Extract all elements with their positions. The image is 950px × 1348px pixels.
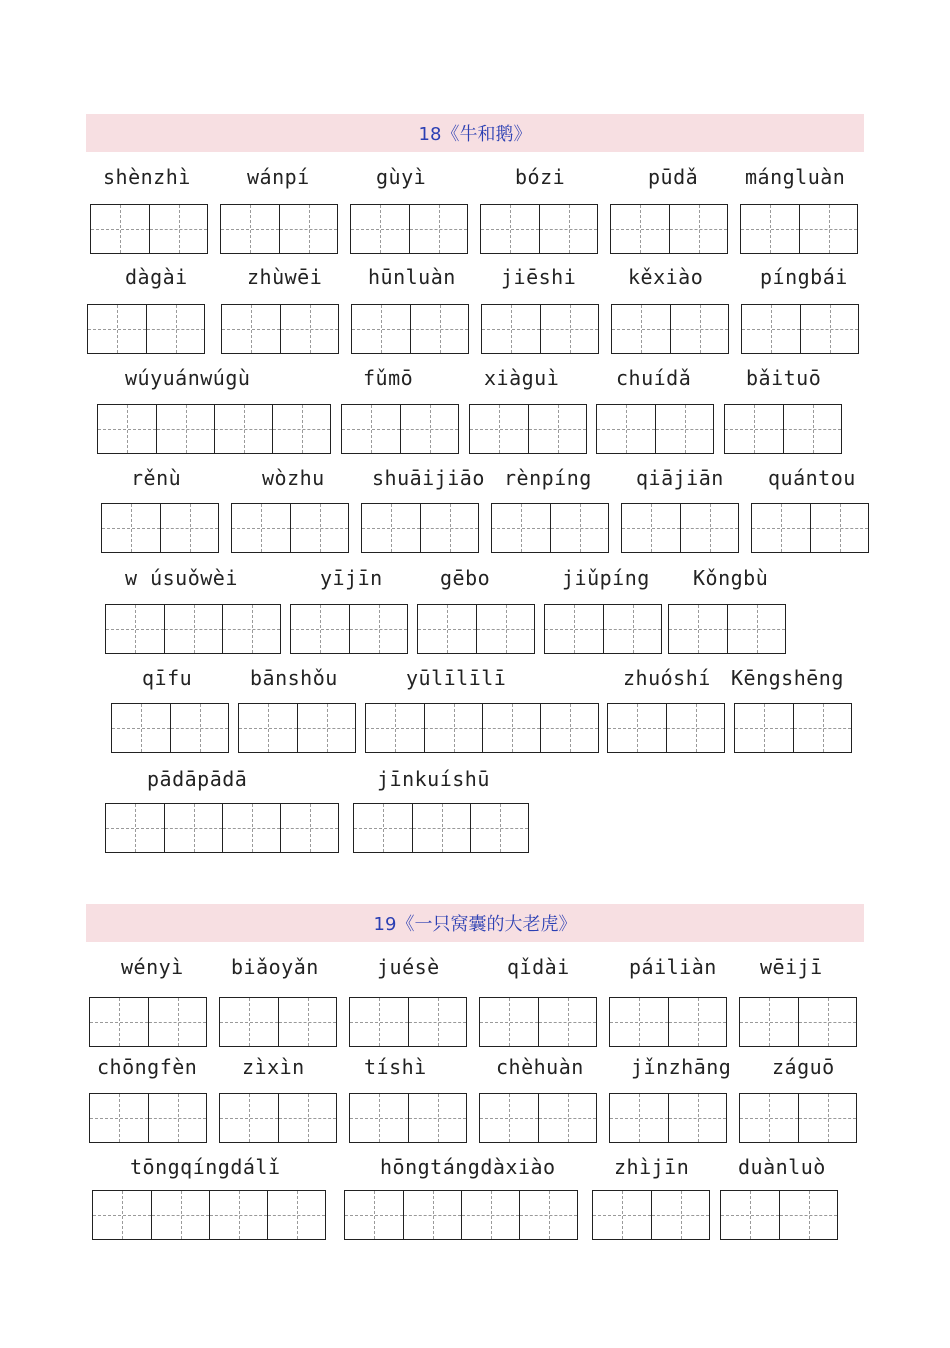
character-writing-boxes[interactable]	[544, 604, 662, 654]
tian-zi-ge-cell[interactable]	[668, 1094, 726, 1142]
tian-zi-ge-cell[interactable]	[752, 504, 810, 552]
character-writing-boxes[interactable]	[105, 803, 339, 853]
tian-zi-ge-cell[interactable]	[593, 1191, 651, 1239]
tian-zi-ge-cell[interactable]	[783, 405, 841, 453]
tian-zi-ge-cell[interactable]	[680, 504, 738, 552]
tian-zi-ge-cell[interactable]	[651, 1191, 709, 1239]
tian-zi-ge-cell[interactable]	[798, 1094, 856, 1142]
tian-zi-ge-cell[interactable]	[291, 605, 349, 653]
tian-zi-ge-cell[interactable]	[481, 205, 539, 253]
tian-zi-ge-cell[interactable]	[476, 605, 534, 653]
pinyin-prompt: jiǔpíng	[562, 566, 650, 590]
pinyin-prompt: rěnù	[131, 466, 182, 490]
pinyin-prompt: wēijī	[760, 955, 823, 979]
pinyin-prompt: quántou	[768, 466, 856, 490]
tian-zi-ge-cell[interactable]	[106, 804, 164, 852]
tian-zi-ge-cell[interactable]	[280, 804, 338, 852]
tian-zi-ge-cell[interactable]	[160, 504, 218, 552]
character-writing-boxes[interactable]	[90, 204, 208, 254]
tian-zi-ge-cell[interactable]	[93, 1191, 151, 1239]
pinyin-prompt: wòzhu	[262, 466, 325, 490]
tian-zi-ge-cell[interactable]	[164, 605, 222, 653]
tian-zi-ge-cell[interactable]	[297, 704, 355, 752]
tian-zi-ge-cell[interactable]	[342, 405, 400, 453]
character-writing-boxes[interactable]	[350, 204, 468, 254]
tian-zi-ge-cell[interactable]	[655, 405, 713, 453]
tian-zi-ge-cell[interactable]	[267, 1191, 325, 1239]
character-writing-boxes[interactable]	[610, 204, 728, 254]
tian-zi-ge-cell[interactable]	[98, 405, 156, 453]
tian-zi-ge-cell[interactable]	[810, 504, 868, 552]
tian-zi-ge-cell[interactable]	[403, 1191, 461, 1239]
tian-zi-ge-cell[interactable]	[538, 1094, 596, 1142]
pinyin-prompt: yūlīlīlī	[406, 666, 507, 690]
tian-zi-ge-cell[interactable]	[222, 305, 280, 353]
pinyin-prompt: píngbái	[760, 265, 848, 289]
tian-zi-ge-cell[interactable]	[597, 405, 655, 453]
pinyin-prompt: wúyuánwúgù	[125, 366, 251, 390]
tian-zi-ge-cell[interactable]	[670, 305, 728, 353]
tian-zi-ge-cell[interactable]	[112, 704, 170, 752]
pinyin-prompt: wényì	[121, 955, 184, 979]
tian-zi-ge-cell[interactable]	[278, 1094, 336, 1142]
tian-zi-ge-cell[interactable]	[209, 1191, 267, 1239]
tian-zi-ge-cell[interactable]	[741, 205, 799, 253]
character-writing-boxes[interactable]	[609, 1093, 727, 1143]
character-writing-boxes[interactable]	[592, 1190, 710, 1240]
tian-zi-ge-cell[interactable]	[608, 704, 666, 752]
tian-zi-ge-cell[interactable]	[668, 998, 726, 1046]
tian-zi-ge-cell[interactable]	[727, 605, 785, 653]
tian-zi-ge-cell[interactable]	[351, 205, 409, 253]
tian-zi-ge-cell[interactable]	[461, 1191, 519, 1239]
tian-zi-ge-cell[interactable]	[156, 405, 214, 453]
tian-zi-ge-cell[interactable]	[151, 1191, 209, 1239]
character-writing-boxes[interactable]	[491, 503, 609, 553]
tian-zi-ge-cell[interactable]	[345, 1191, 403, 1239]
pinyin-prompt: bózi	[515, 165, 566, 189]
tian-zi-ge-cell[interactable]	[366, 704, 424, 752]
tian-zi-ge-cell[interactable]	[528, 405, 586, 453]
tian-zi-ge-cell[interactable]	[721, 1191, 779, 1239]
tian-zi-ge-cell[interactable]	[91, 205, 149, 253]
pinyin-prompt: kěxiào	[628, 265, 704, 289]
tian-zi-ge-cell[interactable]	[90, 1094, 148, 1142]
tian-zi-ge-cell[interactable]	[735, 704, 793, 752]
tian-zi-ge-cell[interactable]	[669, 205, 727, 253]
character-writing-boxes[interactable]	[611, 304, 729, 354]
character-writing-boxes[interactable]	[739, 997, 857, 1047]
tian-zi-ge-cell[interactable]	[603, 605, 661, 653]
character-writing-boxes[interactable]	[740, 204, 858, 254]
tian-zi-ge-cell[interactable]	[798, 998, 856, 1046]
character-writing-boxes[interactable]	[97, 404, 331, 454]
pinyin-prompt: gùyì	[376, 165, 427, 189]
tian-zi-ge-cell[interactable]	[410, 305, 468, 353]
tian-zi-ge-cell[interactable]	[290, 504, 348, 552]
pinyin-prompt: wánpí	[247, 165, 310, 189]
tian-zi-ge-cell[interactable]	[799, 205, 857, 253]
pinyin-prompt: páiliàn	[629, 955, 717, 979]
tian-zi-ge-cell[interactable]	[740, 1094, 798, 1142]
tian-zi-ge-cell[interactable]	[610, 1094, 668, 1142]
tian-zi-ge-cell[interactable]	[740, 998, 798, 1046]
tian-zi-ge-cell[interactable]	[482, 704, 540, 752]
character-writing-boxes[interactable]	[231, 503, 349, 553]
character-writing-boxes[interactable]	[92, 1190, 326, 1240]
tian-zi-ge-cell[interactable]	[349, 605, 407, 653]
tian-zi-ge-cell[interactable]	[222, 804, 280, 852]
tian-zi-ge-cell[interactable]	[272, 405, 330, 453]
pinyin-prompt: fǔmō	[363, 366, 414, 390]
pinyin-prompt: hōngtángdàxiào	[380, 1155, 556, 1179]
pinyin-prompt: qǐdài	[507, 955, 570, 979]
tian-zi-ge-cell[interactable]	[669, 605, 727, 653]
tian-zi-ge-cell[interactable]	[408, 998, 466, 1046]
tian-zi-ge-cell[interactable]	[545, 605, 603, 653]
character-writing-boxes[interactable]	[668, 604, 786, 654]
pinyin-prompt: jǐnzhāng	[631, 1055, 732, 1079]
character-writing-boxes[interactable]	[353, 803, 529, 853]
tian-zi-ge-cell[interactable]	[220, 1094, 278, 1142]
character-writing-boxes[interactable]	[365, 703, 599, 753]
pinyin-prompt: w úsuǒwèi	[125, 566, 238, 590]
character-writing-boxes[interactable]	[469, 404, 587, 454]
tian-zi-ge-cell[interactable]	[409, 205, 467, 253]
character-writing-boxes[interactable]	[111, 703, 229, 753]
pinyin-prompt: zhùwēi	[247, 265, 323, 289]
character-writing-boxes[interactable]	[290, 604, 408, 654]
tian-zi-ge-cell[interactable]	[354, 804, 412, 852]
pinyin-prompt: záguō	[772, 1055, 835, 1079]
tian-zi-ge-cell[interactable]	[278, 998, 336, 1046]
tian-zi-ge-cell[interactable]	[420, 504, 478, 552]
tian-zi-ge-cell[interactable]	[793, 704, 851, 752]
tian-zi-ge-cell[interactable]	[221, 205, 279, 253]
character-writing-boxes[interactable]	[741, 304, 859, 354]
tian-zi-ge-cell[interactable]	[538, 998, 596, 1046]
pinyin-prompt: zìxìn	[242, 1055, 305, 1079]
tian-zi-ge-cell[interactable]	[350, 1094, 408, 1142]
tian-zi-ge-cell[interactable]	[148, 1094, 206, 1142]
character-writing-boxes[interactable]	[89, 997, 207, 1047]
pinyin-prompt: duànluò	[738, 1155, 826, 1179]
pinyin-prompt: qiājiān	[636, 466, 724, 490]
character-writing-boxes[interactable]	[219, 997, 337, 1047]
tian-zi-ge-cell[interactable]	[90, 998, 148, 1046]
character-writing-boxes[interactable]	[349, 1093, 467, 1143]
tian-zi-ge-cell[interactable]	[519, 1191, 577, 1239]
character-writing-boxes[interactable]	[220, 204, 338, 254]
tian-zi-ge-cell[interactable]	[146, 305, 204, 353]
pinyin-prompt: mángluàn	[745, 165, 846, 189]
tian-zi-ge-cell[interactable]	[239, 704, 297, 752]
character-writing-boxes[interactable]	[417, 604, 535, 654]
character-writing-boxes[interactable]	[720, 1190, 838, 1240]
character-writing-boxes[interactable]	[105, 604, 281, 654]
section-title: 18《牛和鹅》	[86, 114, 864, 152]
pinyin-prompt: zhìjīn	[614, 1155, 690, 1179]
tian-zi-ge-cell[interactable]	[480, 998, 538, 1046]
character-writing-boxes[interactable]	[344, 1190, 578, 1240]
tian-zi-ge-cell[interactable]	[222, 605, 280, 653]
pinyin-prompt: biǎoyǎn	[231, 955, 319, 979]
tian-zi-ge-cell[interactable]	[102, 504, 160, 552]
tian-zi-ge-cell[interactable]	[540, 305, 598, 353]
tian-zi-ge-cell[interactable]	[424, 704, 482, 752]
tian-zi-ge-cell[interactable]	[480, 1094, 538, 1142]
tian-zi-ge-cell[interactable]	[214, 405, 272, 453]
character-writing-boxes[interactable]	[734, 703, 852, 753]
pinyin-prompt: juésè	[377, 955, 440, 979]
pinyin-prompt: tíshì	[364, 1055, 427, 1079]
pinyin-prompt: hūnluàn	[368, 265, 456, 289]
character-writing-boxes[interactable]	[479, 1093, 597, 1143]
pinyin-prompt: shènzhì	[103, 165, 191, 189]
pinyin-prompt: rènpíng	[504, 466, 592, 490]
tian-zi-ge-cell[interactable]	[492, 504, 550, 552]
character-writing-boxes[interactable]	[479, 997, 597, 1047]
tian-zi-ge-cell[interactable]	[666, 704, 724, 752]
tian-zi-ge-cell[interactable]	[539, 205, 597, 253]
tian-zi-ge-cell[interactable]	[412, 804, 470, 852]
character-writing-boxes[interactable]	[221, 304, 339, 354]
tian-zi-ge-cell[interactable]	[232, 504, 290, 552]
tian-zi-ge-cell[interactable]	[170, 704, 228, 752]
tian-zi-ge-cell[interactable]	[418, 605, 476, 653]
character-writing-boxes[interactable]	[351, 304, 469, 354]
pinyin-prompt: jīnkuíshū	[377, 767, 490, 791]
character-writing-boxes[interactable]	[724, 404, 842, 454]
tian-zi-ge-cell[interactable]	[612, 305, 670, 353]
tian-zi-ge-cell[interactable]	[470, 804, 528, 852]
pinyin-prompt: shuāijiāo	[372, 466, 485, 490]
tian-zi-ge-cell[interactable]	[400, 405, 458, 453]
pinyin-prompt: yījīn	[320, 566, 383, 590]
character-writing-boxes[interactable]	[87, 304, 205, 354]
tian-zi-ge-cell[interactable]	[779, 1191, 837, 1239]
tian-zi-ge-cell[interactable]	[611, 205, 669, 253]
character-writing-boxes[interactable]	[89, 1093, 207, 1143]
pinyin-prompt: chèhuàn	[496, 1055, 584, 1079]
character-writing-boxes[interactable]	[101, 503, 219, 553]
tian-zi-ge-cell[interactable]	[148, 998, 206, 1046]
pinyin-prompt: jiēshi	[501, 265, 577, 289]
character-writing-boxes[interactable]	[219, 1093, 337, 1143]
tian-zi-ge-cell[interactable]	[220, 998, 278, 1046]
character-writing-boxes[interactable]	[739, 1093, 857, 1143]
pinyin-prompt: pādāpādā	[147, 767, 248, 791]
pinyin-prompt: Kǒngbù	[693, 566, 769, 590]
pinyin-prompt: chuídǎ	[616, 366, 692, 390]
tian-zi-ge-cell[interactable]	[725, 405, 783, 453]
pinyin-prompt: dàgài	[125, 265, 188, 289]
tian-zi-ge-cell[interactable]	[164, 804, 222, 852]
tian-zi-ge-cell[interactable]	[362, 504, 420, 552]
tian-zi-ge-cell[interactable]	[408, 1094, 466, 1142]
tian-zi-ge-cell[interactable]	[482, 305, 540, 353]
pinyin-prompt: gēbo	[440, 566, 491, 590]
tian-zi-ge-cell[interactable]	[88, 305, 146, 353]
tian-zi-ge-cell[interactable]	[280, 305, 338, 353]
tian-zi-ge-cell[interactable]	[350, 998, 408, 1046]
tian-zi-ge-cell[interactable]	[279, 205, 337, 253]
tian-zi-ge-cell[interactable]	[352, 305, 410, 353]
tian-zi-ge-cell[interactable]	[540, 704, 598, 752]
pinyin-prompt: pūdǎ	[648, 165, 699, 189]
character-writing-boxes[interactable]	[596, 404, 714, 454]
character-writing-boxes[interactable]	[621, 503, 739, 553]
pinyin-prompt: qīfu	[142, 666, 193, 690]
section-title: 19《一只窝囊的大老虎》	[86, 904, 864, 942]
character-writing-boxes[interactable]	[349, 997, 467, 1047]
pinyin-prompt: bǎituō	[746, 366, 822, 390]
tian-zi-ge-cell[interactable]	[742, 305, 800, 353]
pinyin-prompt: zhuóshí	[623, 666, 711, 690]
pinyin-prompt: Kēngshēng	[731, 666, 844, 690]
pinyin-prompt: tōngqíngdálǐ	[130, 1155, 281, 1179]
character-writing-boxes[interactable]	[609, 997, 727, 1047]
pinyin-prompt: xiàguì	[484, 366, 560, 390]
pinyin-prompt: chōngfèn	[97, 1055, 198, 1079]
tian-zi-ge-cell[interactable]	[470, 405, 528, 453]
tian-zi-ge-cell[interactable]	[550, 504, 608, 552]
character-writing-boxes[interactable]	[481, 304, 599, 354]
character-writing-boxes[interactable]	[238, 703, 356, 753]
tian-zi-ge-cell[interactable]	[622, 504, 680, 552]
character-writing-boxes[interactable]	[607, 703, 725, 753]
tian-zi-ge-cell[interactable]	[149, 205, 207, 253]
character-writing-boxes[interactable]	[361, 503, 479, 553]
tian-zi-ge-cell[interactable]	[610, 998, 668, 1046]
character-writing-boxes[interactable]	[341, 404, 459, 454]
character-writing-boxes[interactable]	[751, 503, 869, 553]
pinyin-prompt: bānshǒu	[250, 666, 338, 690]
tian-zi-ge-cell[interactable]	[106, 605, 164, 653]
character-writing-boxes[interactable]	[480, 204, 598, 254]
tian-zi-ge-cell[interactable]	[800, 305, 858, 353]
